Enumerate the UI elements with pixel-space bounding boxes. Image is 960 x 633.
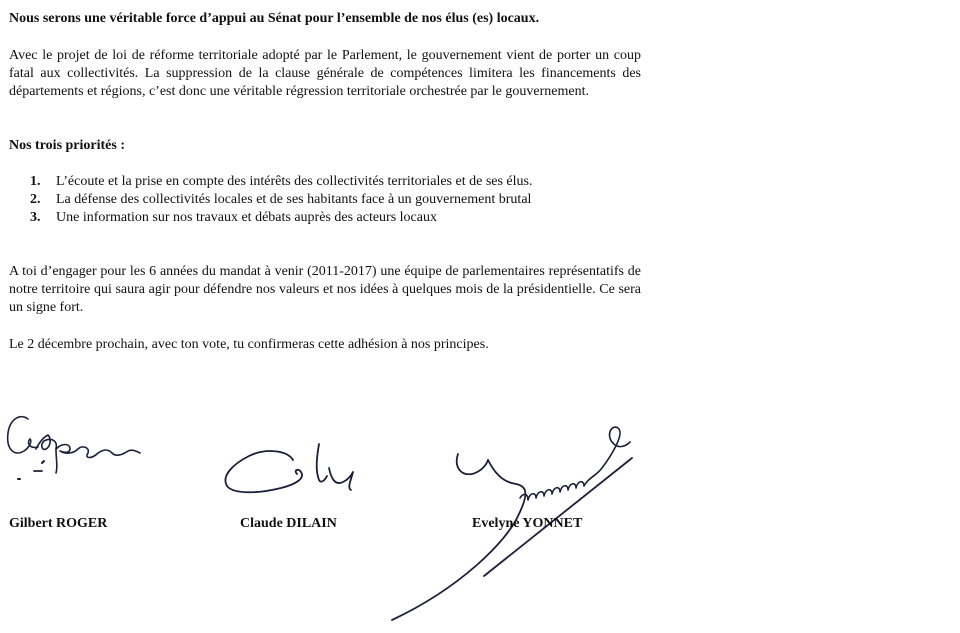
- list-item-number: 3.: [30, 210, 41, 225]
- list-item-text: L’écoute et la prise en compte des intérêts des collectivités territoriales et de ses élus.: [56, 174, 533, 189]
- list-item-text: La défense des collectivités locales et de ses habitants face à un gouvernement brutal: [56, 192, 532, 207]
- intro-paragraph: Avec le projet de loi de réforme territoriale adopté par le Parlement, le gouvernement vient de porter un coup fatal aux collectivités. La suppression de la clause générale de compétences limitera les financements des départements et régions, c’est donc une véritable régression territoriale orchestrée par le gouvernement.: [9, 48, 641, 99]
- priorities-title: Nos trois priorités :: [9, 138, 125, 153]
- list-item: [30, 209, 532, 227]
- signatory-name: Gilbert ROGER: [9, 516, 108, 531]
- signatory-name: Evelyne YONNET: [472, 516, 583, 531]
- letter-heading: Nous serons une véritable force d’appui au Sénat pour l’ensemble de nos élus (es) locaux.: [9, 11, 540, 26]
- signature-claude-dilain: [215, 438, 375, 503]
- list-item-number: 1.: [30, 174, 41, 189]
- pledge-paragraph: A toi d’engager pour les 6 années du mandat à venir (2011-2017) une équipe de parlementaires représentatifs de notre territoire qui saura agir pour défendre nos valeurs et nos idées à quelques mois de la présidentielle. Ce sera un signe fort.: [9, 264, 641, 315]
- list-item-text: Une information sur nos travaux et débats auprès des acteurs locaux: [56, 210, 437, 225]
- list-item: [30, 191, 532, 209]
- signatory-name: Claude DILAIN: [240, 516, 337, 531]
- signature-gilbert-roger: [0, 405, 150, 490]
- priorities-list: [30, 173, 532, 227]
- list-item-number: 2.: [30, 192, 41, 207]
- closing-paragraph: Le 2 décembre prochain, avec ton vote, tu confirmeras cette adhésion à nos principes.: [9, 337, 489, 352]
- list-item: [30, 173, 532, 191]
